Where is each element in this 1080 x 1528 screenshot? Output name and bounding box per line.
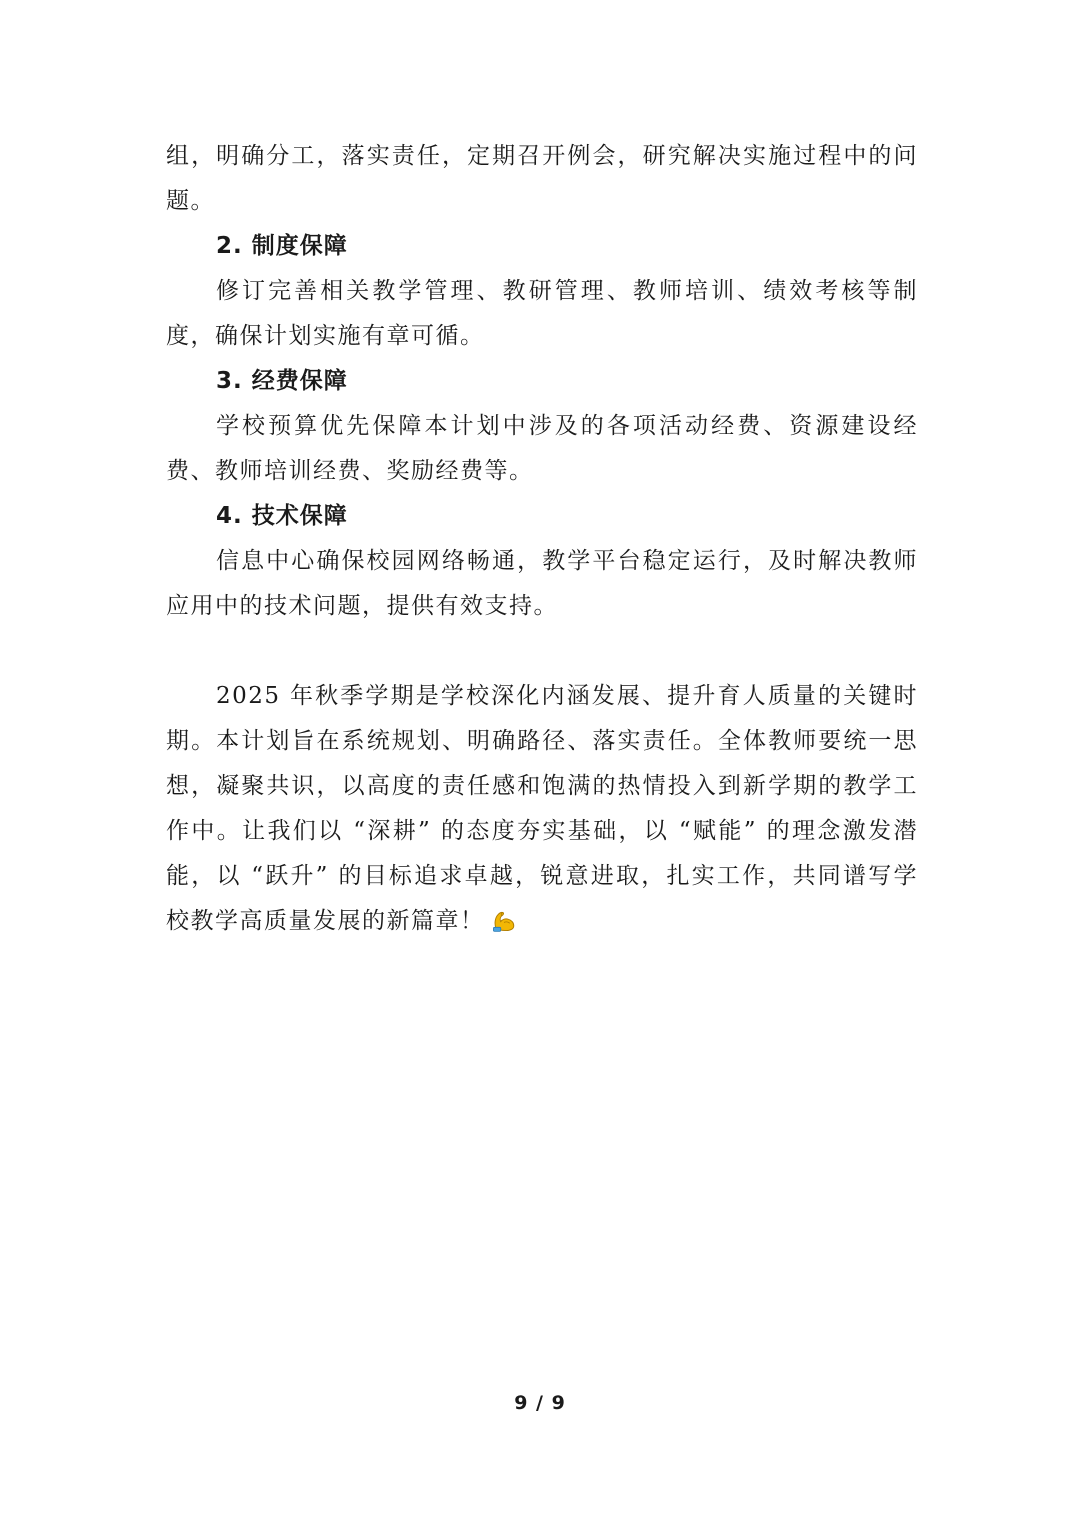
page-number: 9 / 9 xyxy=(514,1392,566,1414)
conclusion-paragraph xyxy=(166,674,918,944)
section-heading-institutional: 2. 制度保障 xyxy=(216,233,348,259)
section-body-funding: 学校预算优先保障本计划中涉及的各项活动经费、资源建设经费、教师培训经费、奖励经费等。 xyxy=(166,413,918,484)
continued-paragraph: 组，明确分工，落实责任，定期召开例会，研究解决实施过程中的问题。 xyxy=(166,143,918,214)
section-body-technical: 信息中心确保校园网络畅通，教学平台稳定运行，及时解决教师应用中的技术问题，提供有效支持。 xyxy=(166,548,918,619)
flexed-biceps-icon xyxy=(491,907,517,933)
section-heading-funding: 3. 经费保障 xyxy=(216,368,348,394)
conclusion-text: 2025 年秋季学期是学校深化内涵发展、提升育人质量的关键时期。本计划旨在系统规划、明确路径、落实责任。全体教师要统一思想，凝聚共识，以高度的责任感和饱满的热情投入到新学期的教学工作中。让我们以 “深耕” 的态度夯实基础，以 “赋能” 的理念激发潜能，以 “跃升” 的目标追求卓越，锐意进取，扎实工作，共同谱写学校教学高质量发展的新篇章！ xyxy=(166,683,918,934)
document-body xyxy=(166,134,918,944)
section-body-institutional: 修订完善相关教学管理、教研管理、教师培训、绩效考核等制度，确保计划实施有章可循。 xyxy=(166,278,918,349)
section-heading-technical: 4. 技术保障 xyxy=(216,503,348,529)
